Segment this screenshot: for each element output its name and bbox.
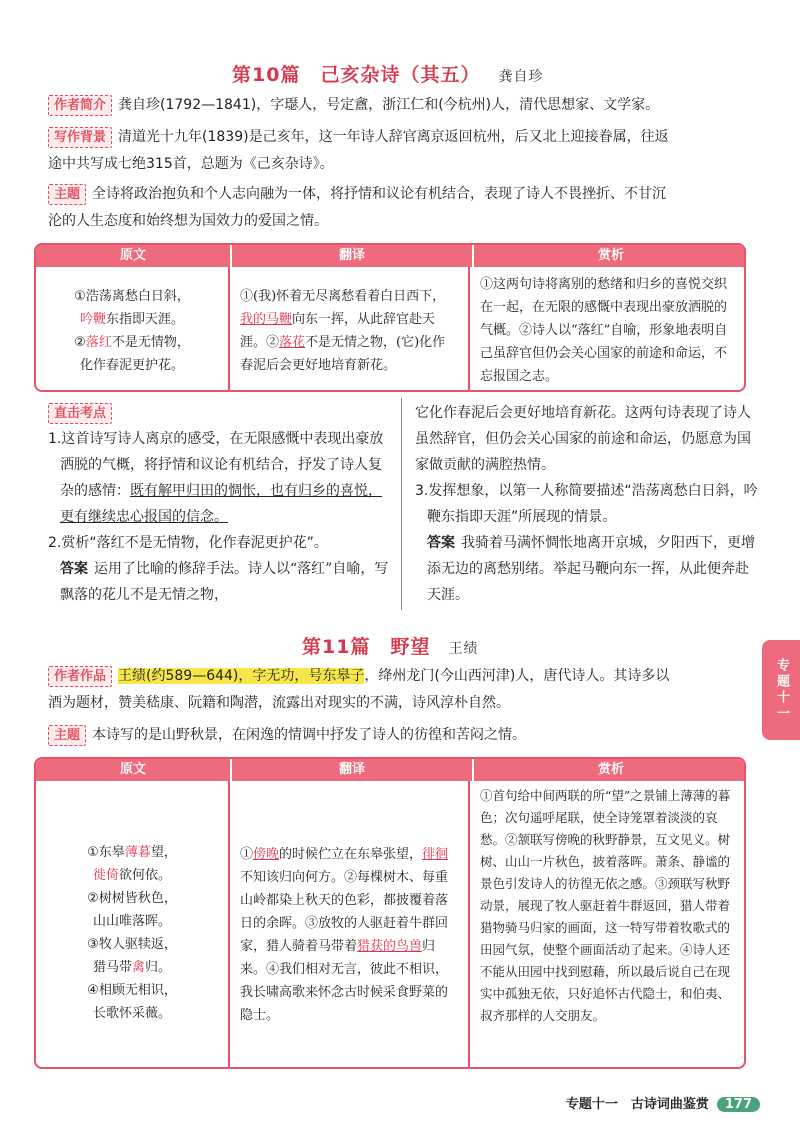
section-title [232, 60, 543, 87]
theme-tag: 主题 [48, 184, 86, 205]
poem-line [46, 841, 218, 864]
author-works-tag: 作者作品 [48, 666, 112, 687]
background-text-2: 途中共写成七绝315首，总题为《己亥杂诗》。 [48, 156, 334, 172]
answer-2-continued: 它化作春泥后会更好地培育新花。这两句诗表现了诗人虽然辞官，但仍会关心国家的前途和命运，仍愿意为国家做贡献的满腔热情。 [415, 405, 751, 473]
header-original: 原文 [36, 245, 230, 267]
background [48, 124, 770, 178]
poem-text: ①东皋 [87, 845, 125, 860]
translation-part: 向东一挥，从此辞官赴天涯。② [240, 312, 436, 350]
answer-2: 运用了比喻的修辞手法。诗人以“落红”自喻，写飘落的花儿不是无情之物， [60, 561, 389, 603]
answer-3-block [415, 530, 760, 608]
poem-table [34, 757, 746, 1069]
exam-points-tag: 直击考点 [48, 403, 112, 424]
annotated-word: 傍晚 [253, 847, 280, 862]
theme [48, 181, 770, 235]
answer-1: 既有解甲归田的惆怅，也有归乡的喜悦，更有继续忠心报国的信念。 [60, 483, 382, 525]
translation-part: ①(我)怀着无尽离愁看着白日西下， [240, 289, 446, 304]
poem-line: 山山唯落晖。 [92, 914, 171, 929]
translation-part: 归来。④我们相对无言，彼此不相识，我长啸高歌来怀念古时候采食野菜的隐士。 [240, 939, 449, 1023]
header-original: 原文 [36, 759, 230, 781]
poem-line: ④相顾无相识， [87, 983, 177, 998]
background-tag: 写作背景 [48, 127, 112, 148]
original-text [36, 267, 230, 390]
question-2: 2.赏析“落红不是无情物，化作春泥更护花”。 [48, 535, 328, 551]
title-text: 第10篇 己亥杂诗（其五） [232, 64, 481, 86]
annotated-word: 禽 [131, 960, 145, 975]
annotated-word: 猎获的鸟兽 [357, 939, 423, 954]
answer-label: 答案 [427, 535, 455, 551]
poem-line: 化作春泥更护花。 [79, 358, 184, 373]
poem-text: 猎马带 [92, 960, 132, 975]
appreciation-text: ①这两句诗将离别的愁绪和归乡的喜悦交织在一起，在无限的感慨中表现出豪放洒脱的气概。②诗人以“落红”自喻，形象地表明自己虽辞官但仍会关心国家的前途和命运，不忘报国之志。 [480, 277, 728, 384]
highlighted-text: 王绩(约589—644)，字无功，号东皋子 [118, 668, 365, 684]
header-translation: 翻译 [230, 759, 472, 781]
column-divider [401, 398, 402, 610]
exam-points-left [48, 400, 393, 634]
author-intro-text: 龚自珍(1792—1841)，字璱人，号定盦，浙江仁和(今杭州)人，清代思想家、文学家。 [118, 97, 660, 113]
theme [48, 722, 770, 749]
annotated-word: 徙倚 [92, 868, 119, 883]
theme-text: 本诗写的是山野秋景，在闲逸的情调中抒发了诗人的彷徨和苦闷之情。 [92, 727, 527, 743]
section-title [302, 632, 478, 659]
poem-line: 长歌怀采薇。 [92, 1006, 171, 1021]
poem-line: ③牧人驱犊返， [87, 937, 177, 952]
annotated-word: 吟鞭 [79, 312, 106, 327]
poem-text: 欲何依。 [119, 868, 172, 883]
poem-line: ①浩荡离愁白日斜， [74, 289, 190, 304]
poem-line [46, 864, 218, 887]
poem-line [46, 308, 218, 331]
background-text: 清道光十九年(1839)是己亥年，这一年诗人辞官离京返回杭州，后又北上迎接眷属，往返 [118, 129, 669, 145]
translation-part: 的时候伫立在东皋张望， [279, 847, 423, 862]
question-1: 1.这首诗写诗人离京的感受，在无限感慨中表现出豪放洒脱的气概，将抒情和议论有机结合，抒发了诗人复杂的感情： [48, 431, 384, 499]
appreciation-text: ①首句给中间两联的所“望”之景铺上薄薄的暮色；次句遥呼尾联，使全诗笼罩着淡淡的哀愁。②颔联写傍晚的秋野静景，互文见义。树树、山山一片秋色，披着落晖。萧条、静谧的景色引发诗人的彷徨无依之感。③颈联写秋野动景，展现了牧人驱赶着牛群返回，猎人带着猎物骑马归家的画面，这一特写带着牧歌式的田园气氛，使整个画面活动了起来。④诗人还不能从田园中找到慰藉，所以最后说自己在现实中孤独无依，只好追怀古代隐士，和伯夷、叔齐那样的人交朋友。 [480, 788, 731, 1023]
poem-text: 归。 [145, 960, 172, 975]
theme-tag: 主题 [48, 725, 86, 746]
annotated-word: 我的马鞭 [240, 312, 293, 327]
title-text: 第11篇 野望 [302, 636, 431, 658]
side-chapter-tab[interactable]: 专题十一 [762, 640, 800, 740]
exam-points-right [415, 400, 760, 608]
annotated-word: 落花 [279, 335, 306, 350]
page-footer [566, 1093, 760, 1112]
answer-2-part1 [48, 556, 393, 634]
annotated-word: 落红 [85, 335, 112, 350]
header-translation: 翻译 [230, 245, 472, 267]
author-works-text: ，绛州龙门(今山西河津)人，唐代诗人。其诗多以 [364, 668, 670, 684]
poem-line [46, 331, 218, 354]
page-number: 177 [717, 1097, 760, 1112]
poem-line [46, 956, 218, 979]
poem-text: ② [74, 335, 86, 350]
annotated-word: 薄暮 [124, 845, 151, 860]
author-works-text-2: 酒为题材，赞美嵇康、阮籍和陶潜，流露出对现实的不满，诗风淳朴自然。 [48, 695, 510, 711]
translation-part: ① [240, 847, 254, 862]
theme-text-2: 沦的人生态度和始终想为国效力的爱国之情。 [48, 213, 328, 229]
header-appreciation: 赏析 [472, 245, 746, 267]
poem-line: ②树树皆秋色， [87, 891, 177, 906]
translation-text [230, 267, 470, 390]
answer-3: 我骑着马满怀惆怅地离开京城，夕阳西下，更增添无边的离愁别绪。举起马鞭向东一挥，从此便奔赴天涯。 [427, 535, 755, 603]
theme-text: 全诗将政治抱负和个人志向融为一体，将抒情和议论有机结合，表现了诗人不畏挫折、不甘沉 [92, 186, 667, 202]
annotated-word: 徘徊 [422, 847, 449, 862]
question-3: 3.发挥想象，以第一人称简要描述“浩荡离愁白日斜，吟鞭东指即天涯”所展现的情景。 [415, 483, 758, 525]
footer-chapter: 专题十一 古诗词曲鉴赏 [565, 1097, 709, 1112]
translation-part: 不是无情之物，(它)化作春泥后会更好地培育新花。 [240, 335, 446, 373]
translation-part: 不知该归向何方。②每棵树木、每重山岭都染上秋天的色彩，都披覆着落日的余晖。③放牧的人驱赶着牛群回家，猎人骑着马带着 [240, 870, 449, 954]
poem-text: 东指即天涯。 [106, 312, 185, 327]
translation-text [230, 781, 470, 1067]
author-works [48, 663, 770, 717]
poem-table [34, 243, 746, 392]
author-name: 王绩 [448, 641, 479, 657]
header-appreciation: 赏析 [472, 759, 746, 781]
poem-text: 望， [150, 845, 177, 860]
poem-text: 不是无情物， [111, 335, 190, 350]
author-intro [48, 92, 770, 119]
author-name: 龚自珍 [498, 69, 544, 85]
author-intro-tag: 作者简介 [48, 95, 112, 116]
answer-label: 答案 [60, 561, 88, 577]
original-text [36, 781, 230, 1067]
